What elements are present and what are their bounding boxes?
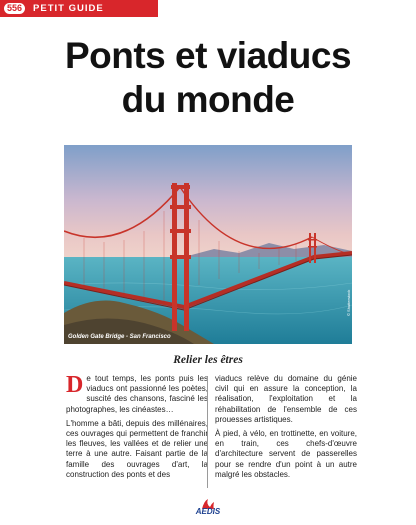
paragraph-history: L'homme a bâti, depuis des millénaires, ces ouvrages qui permettent de franchir les fleuves, les vallées et de relier une terre à une autre. Faisant partie de la famille des ouvrages d'art, la construction des ponts et des <box>66 418 208 479</box>
paragraph-crossing: À pied, à vélo, en trottinette, en voiture, en train, ces chefs-d'œuvre d'architecture servent de passerelles pour se rendre d'un point à un autre malgré les obstacles. <box>215 429 357 479</box>
publisher-name: AEDIS <box>195 507 221 516</box>
text-column-right <box>215 374 357 484</box>
drop-cap: D <box>66 372 84 398</box>
series-number: 556 <box>4 3 25 14</box>
title-line-2: du monde <box>121 79 295 120</box>
series-banner <box>0 0 158 17</box>
title-line-1: Ponts et viaducs <box>64 35 352 76</box>
series-name: PETIT GUIDE <box>33 3 104 14</box>
paragraph-intro <box>66 374 208 415</box>
golden-gate-bridge-illustration <box>64 145 352 344</box>
cover-photo <box>64 145 352 344</box>
paragraph-intro-text: e tout temps, les ponts puis les viaducs ont passionné les poètes, suscité des chansons, fasciné les photographes, les cinéastes… <box>66 374 208 414</box>
publisher-logo <box>190 497 226 519</box>
text-column-left <box>66 374 208 484</box>
section-subtitle: Relier les êtres <box>173 354 243 366</box>
column-divider <box>207 376 208 488</box>
page-title <box>0 34 416 122</box>
photo-caption: Golden Gate Bridge - San Francisco <box>68 334 171 340</box>
photo-credit: © Shutterstock <box>346 289 351 316</box>
paragraph-engineering: viaducs relève du domaine du génie civil qui en assure la conception, la réalisation, l'exploitation et la réhabilitation de l'ensemble de ces prouesses artistiques. <box>215 374 357 424</box>
